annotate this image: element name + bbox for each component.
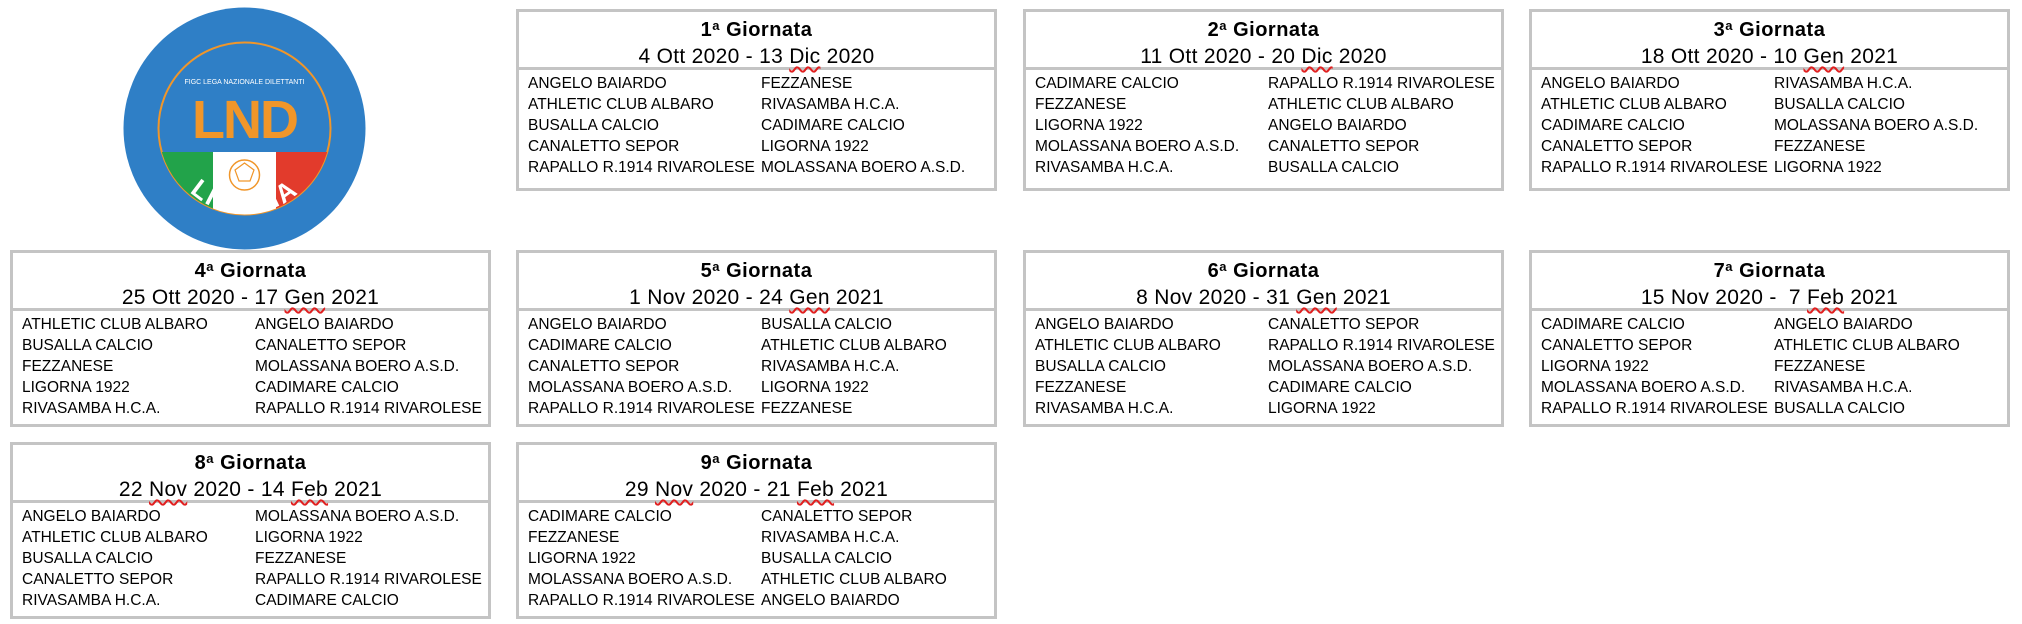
home-team: LIGORNA 1922 (22, 378, 130, 396)
logo-small-text: FIGC LEGA NAZIONALE DILETTANTI (184, 79, 305, 86)
away-team: ATHLETIC CLUB ALBARO (1268, 95, 1454, 113)
away-team: CANALETTO SEPOR (761, 507, 913, 525)
home-team: LIGORNA 1922 (1035, 116, 1143, 134)
round-header (519, 445, 994, 503)
round-number: 7 (1713, 260, 1726, 282)
away-team: RIVASAMBA H.C.A. (761, 528, 900, 546)
round-card-9 (516, 442, 997, 619)
away-team: ATHLETIC CLUB ALBARO (761, 570, 947, 588)
home-team: MOLASSANA BOERO A.S.D. (528, 570, 733, 588)
home-team: MOLASSANA BOERO A.S.D. (528, 378, 733, 396)
round-title: 9$^a$ Giornata (700, 451, 813, 474)
match-row (528, 569, 994, 590)
away-team: BUSALLA CALCIO (761, 549, 892, 567)
match-list (1532, 70, 2007, 182)
spellcheck-month: Dic (789, 45, 821, 68)
home-team: FEZZANESE (22, 357, 114, 375)
home-team: FEZZANESE (1035, 95, 1127, 113)
home-team: RIVASAMBA H.C.A. (1035, 399, 1174, 417)
date-text: 2020 - 21 (693, 478, 797, 501)
match-row (22, 590, 488, 611)
date-text: 2020 (1332, 45, 1387, 68)
away-team: ANGELO BAIARDO (761, 591, 900, 609)
match-row (22, 527, 488, 548)
match-row (1035, 136, 1501, 157)
away-team: MOLASSANA BOERO A.S.D. (255, 357, 460, 375)
match-row (528, 94, 994, 115)
away-team: FEZZANESE (761, 399, 853, 417)
match-row (22, 548, 488, 569)
home-team: RIVASAMBA H.C.A. (22, 591, 161, 609)
round-dates (523, 284, 990, 311)
away-team: ATHLETIC CLUB ALBARO (1774, 336, 1960, 354)
away-team: CANALETTO SEPOR (1268, 315, 1420, 333)
logo-emblem (123, 7, 366, 250)
home-team: CADIMARE CALCIO (1541, 315, 1685, 333)
home-team: CANALETTO SEPOR (528, 357, 680, 375)
round-title: 1$^a$ Giornata (700, 18, 813, 41)
away-team: RIVASAMBA H.C.A. (1774, 378, 1913, 396)
date-text: 25 Ott 2020 - 17 (121, 286, 285, 309)
spellcheck-month: Nov (148, 478, 188, 501)
round-title: 7$^a$ Giornata (1713, 259, 1826, 282)
round-header (1026, 12, 1501, 70)
logo-main-text: LND (192, 90, 297, 150)
round-dates (523, 476, 990, 503)
home-team: ANGELO BAIARDO (528, 74, 667, 92)
round-number: 9 (700, 452, 713, 474)
round-title: 6$^a$ Giornata (1207, 259, 1320, 282)
round-number: 4 (194, 260, 207, 282)
round-title-suffix: Giornata (1233, 19, 1320, 41)
logo-region-text: LIGURIA (185, 172, 304, 220)
match-list (519, 70, 994, 182)
round-card-6 (1023, 250, 1504, 427)
home-team: LIGORNA 1922 (528, 549, 636, 567)
home-team: ATHLETIC CLUB ALBARO (528, 95, 714, 113)
match-row (1035, 94, 1501, 115)
spellcheck-month: Gen (789, 286, 830, 309)
date-text: 4 Ott 2020 - 13 (638, 45, 790, 68)
match-row (22, 569, 488, 590)
round-number: 1 (700, 19, 713, 41)
match-list (13, 311, 488, 423)
away-team: RIVASAMBA H.C.A. (761, 357, 900, 375)
round-number: 2 (1207, 19, 1220, 41)
match-row (22, 335, 488, 356)
match-row (1035, 398, 1501, 419)
round-header (1532, 12, 2007, 70)
away-team: ANGELO BAIARDO (255, 315, 394, 333)
spellcheck-month: Gen (284, 286, 326, 309)
away-team: RAPALLO R.1914 RIVAROLESE (255, 570, 482, 588)
home-team: RAPALLO R.1914 RIVAROLESE (1541, 399, 1768, 417)
round-header (519, 12, 994, 70)
date-text: 2021 (1844, 45, 1899, 68)
away-team: CADIMARE CALCIO (761, 116, 905, 134)
match-list (519, 503, 994, 615)
home-team: BUSALLA CALCIO (22, 549, 153, 567)
round-title: 2$^a$ Giornata (1207, 18, 1320, 41)
away-team: FEZZANESE (1774, 137, 1866, 155)
away-team: LIGORNA 1922 (761, 137, 869, 155)
match-row (528, 136, 994, 157)
match-row (528, 590, 994, 611)
round-header (1026, 253, 1501, 311)
spellcheck-month: Gen (1803, 45, 1845, 68)
match-row (22, 377, 488, 398)
round-card-2 (1023, 9, 1504, 191)
match-row (1541, 115, 2007, 136)
match-row (1541, 73, 2007, 94)
round-header (13, 253, 488, 311)
match-row (1035, 157, 1501, 178)
match-row (528, 335, 994, 356)
home-team: RAPALLO R.1914 RIVAROLESE (528, 158, 755, 176)
match-row (528, 115, 994, 136)
date-text: 2020 (820, 45, 875, 68)
home-team: ANGELO BAIARDO (1541, 74, 1680, 92)
away-team: MOLASSANA BOERO A.S.D. (1774, 116, 1979, 134)
spellcheck-month: Nov (654, 478, 694, 501)
round-title-suffix: Giornata (1739, 260, 1826, 282)
round-header (1532, 253, 2007, 311)
away-team: LIGORNA 1922 (255, 528, 363, 546)
away-team: ANGELO BAIARDO (1774, 315, 1913, 333)
date-text: 2021 (1844, 286, 1899, 309)
away-team: CADIMARE CALCIO (1268, 378, 1412, 396)
match-row (22, 356, 488, 377)
home-team: FEZZANESE (1035, 378, 1127, 396)
away-team: MOLASSANA BOERO A.S.D. (255, 507, 460, 525)
match-row (1541, 335, 2007, 356)
spellcheck-month: Gen (1296, 286, 1337, 309)
round-card-8 (10, 442, 491, 619)
home-team: CADIMARE CALCIO (1541, 116, 1685, 134)
date-text: 29 (624, 478, 655, 501)
round-title: 3$^a$ Giornata (1713, 18, 1826, 41)
home-team: ANGELO BAIARDO (528, 315, 667, 333)
date-text: 22 (118, 478, 149, 501)
date-text: 2021 (834, 478, 889, 501)
spellcheck-month: Feb (796, 478, 835, 501)
away-team: FEZZANESE (761, 74, 853, 92)
match-row (528, 506, 994, 527)
away-team: ATHLETIC CLUB ALBARO (761, 336, 947, 354)
match-row (1541, 314, 2007, 335)
home-team: BUSALLA CALCIO (22, 336, 153, 354)
round-number: 3 (1713, 19, 1726, 41)
match-row (1035, 335, 1501, 356)
spellcheck-month: Feb (290, 478, 329, 501)
round-title-suffix: Giornata (726, 19, 813, 41)
match-list (1026, 311, 1501, 423)
round-dates (1536, 43, 2003, 70)
home-team: RIVASAMBA H.C.A. (1035, 158, 1174, 176)
match-row (1035, 115, 1501, 136)
match-row (1541, 398, 2007, 419)
round-card-7 (1529, 250, 2010, 427)
round-card-5 (516, 250, 997, 427)
home-team: CANALETTO SEPOR (528, 137, 680, 155)
lnd-liguria-logo (123, 7, 366, 250)
away-team: RIVASAMBA H.C.A. (761, 95, 900, 113)
match-row (1541, 377, 2007, 398)
round-title-suffix: Giornata (1233, 260, 1320, 282)
home-team: CANALETTO SEPOR (1541, 336, 1693, 354)
round-dates (1536, 284, 2003, 311)
home-team: FEZZANESE (528, 528, 620, 546)
home-team: CADIMARE CALCIO (528, 336, 672, 354)
round-dates (17, 284, 484, 311)
match-row (528, 548, 994, 569)
away-team: RAPALLO R.1914 RIVAROLESE (1268, 74, 1495, 92)
match-list (1026, 70, 1501, 182)
match-list (13, 503, 488, 615)
home-team: ATHLETIC CLUB ALBARO (1541, 95, 1727, 113)
home-team: LIGORNA 1922 (1541, 357, 1649, 375)
home-team: BUSALLA CALCIO (528, 116, 659, 134)
match-row (22, 314, 488, 335)
round-title: 5$^a$ Giornata (700, 259, 813, 282)
match-row (1541, 157, 2007, 178)
match-row (1035, 377, 1501, 398)
round-number: 5 (700, 260, 713, 282)
date-text: 2021 (328, 478, 383, 501)
home-team: RIVASAMBA H.C.A. (22, 399, 161, 417)
round-card-4 (10, 250, 491, 427)
match-row (1035, 356, 1501, 377)
away-team: CADIMARE CALCIO (255, 378, 399, 396)
away-team: BUSALLA CALCIO (1774, 95, 1905, 113)
home-team: CANALETTO SEPOR (22, 570, 174, 588)
home-team: CADIMARE CALCIO (1035, 74, 1179, 92)
match-row (528, 527, 994, 548)
away-team: FEZZANESE (255, 549, 347, 567)
away-team: CADIMARE CALCIO (255, 591, 399, 609)
match-row (1541, 136, 2007, 157)
round-title: 8$^a$ Giornata (194, 451, 307, 474)
home-team: CADIMARE CALCIO (528, 507, 672, 525)
round-title: 4$^a$ Giornata (194, 259, 307, 282)
home-team: ANGELO BAIARDO (22, 507, 161, 525)
away-team: RAPALLO R.1914 RIVAROLESE (255, 399, 482, 417)
home-team: RAPALLO R.1914 RIVAROLESE (1541, 158, 1768, 176)
away-team: CANALETTO SEPOR (255, 336, 407, 354)
home-team: RAPALLO R.1914 RIVAROLESE (528, 399, 755, 417)
away-team: LIGORNA 1922 (761, 378, 869, 396)
away-team: BUSALLA CALCIO (761, 315, 892, 333)
home-team: ATHLETIC CLUB ALBARO (22, 315, 208, 333)
round-number: 8 (194, 452, 207, 474)
match-row (528, 356, 994, 377)
date-text: 1 Nov 2020 - 24 (629, 286, 790, 309)
date-text: 2021 (1336, 286, 1391, 309)
match-row (528, 157, 994, 178)
match-row (22, 398, 488, 419)
match-list (1532, 311, 2007, 423)
round-dates (1030, 43, 1497, 70)
home-team: ATHLETIC CLUB ALBARO (22, 528, 208, 546)
away-team: BUSALLA CALCIO (1268, 158, 1399, 176)
away-team: CANALETTO SEPOR (1268, 137, 1420, 155)
away-team: MOLASSANA BOERO A.S.D. (1268, 357, 1473, 375)
match-row (528, 314, 994, 335)
away-team: RIVASAMBA H.C.A. (1774, 74, 1913, 92)
date-text: 2021 (829, 286, 884, 309)
date-text: 2021 (325, 286, 380, 309)
date-text: 11 Ott 2020 - 20 (1140, 45, 1302, 68)
date-text: 18 Ott 2020 - 10 (1640, 45, 1804, 68)
round-title-suffix: Giornata (726, 452, 813, 474)
spellcheck-month: Dic (1301, 45, 1333, 68)
round-number: 6 (1207, 260, 1220, 282)
away-team: ANGELO BAIARDO (1268, 116, 1407, 134)
round-dates (1030, 284, 1497, 311)
away-team: RAPALLO R.1914 RIVAROLESE (1268, 336, 1495, 354)
home-team: MOLASSANA BOERO A.S.D. (1035, 137, 1240, 155)
match-row (528, 398, 994, 419)
round-dates (17, 476, 484, 503)
home-team: BUSALLA CALCIO (1035, 357, 1166, 375)
round-title-suffix: Giornata (220, 452, 307, 474)
date-text: 2020 - 14 (187, 478, 291, 501)
match-row (528, 73, 994, 94)
match-row (528, 377, 994, 398)
round-title-suffix: Giornata (220, 260, 307, 282)
round-title-suffix: Giornata (1739, 19, 1826, 41)
match-row (1541, 356, 2007, 377)
match-list (519, 311, 994, 423)
away-team: LIGORNA 1922 (1268, 399, 1376, 417)
date-text: 15 Nov 2020 - 7 (1640, 286, 1808, 309)
round-card-1 (516, 9, 997, 191)
spellcheck-month: Feb (1807, 286, 1845, 309)
home-team: ATHLETIC CLUB ALBARO (1035, 336, 1221, 354)
round-header (519, 253, 994, 311)
round-title-suffix: Giornata (726, 260, 813, 282)
match-row (1035, 73, 1501, 94)
match-row (1035, 314, 1501, 335)
round-dates (523, 43, 990, 70)
date-text: 8 Nov 2020 - 31 (1136, 286, 1297, 309)
away-team: LIGORNA 1922 (1774, 158, 1882, 176)
away-team: BUSALLA CALCIO (1774, 399, 1905, 417)
match-row (22, 506, 488, 527)
home-team: ANGELO BAIARDO (1035, 315, 1174, 333)
home-team: RAPALLO R.1914 RIVAROLESE (528, 591, 755, 609)
match-row (1541, 94, 2007, 115)
round-card-3 (1529, 9, 2010, 191)
away-team: MOLASSANA BOERO A.S.D. (761, 158, 966, 176)
home-team: CANALETTO SEPOR (1541, 137, 1693, 155)
round-header (13, 445, 488, 503)
home-team: MOLASSANA BOERO A.S.D. (1541, 378, 1746, 396)
away-team: FEZZANESE (1774, 357, 1866, 375)
